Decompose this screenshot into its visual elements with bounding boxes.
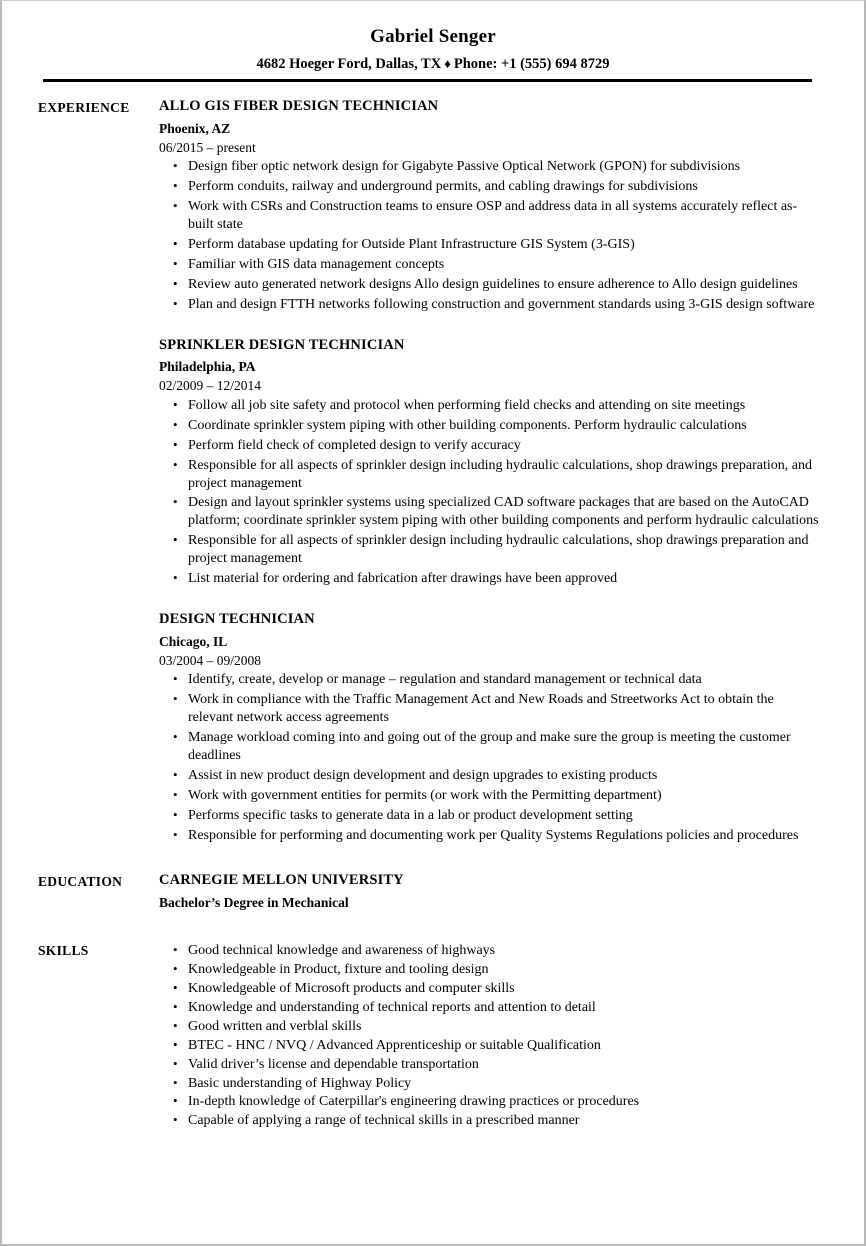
experience-entries: [159, 97, 864, 844]
job-bullet: • Design fiber optic network design for Gigabyte Passive Optical Network (GPON) for subdivisions: [159, 158, 819, 176]
job-dates: 02/2009 – 12/2014: [159, 378, 262, 394]
education-degree: Bachelor’s Degree in Mechanical: [159, 895, 349, 911]
education-section-label: EDUCATION: [38, 874, 123, 890]
job-bullet-list: [159, 671, 819, 844]
skill-bullet: • In-depth knowledge of Caterpillar's engineering drawing practices or procedures: [159, 1093, 819, 1111]
job-bullet: • Identify, create, develop or manage – regulation and standard management or technical data: [159, 671, 819, 689]
contact-address: 4682 Hoeger Ford, Dallas, TX: [256, 55, 442, 72]
job-bullet: • Assist in new product design development and design upgrades to existing products: [159, 767, 819, 785]
job-bullet: • Perform database updating for Outside Plant Infrastructure GIS System (3-GIS): [159, 236, 819, 254]
job-bullet: • Manage workload coming into and going out of the group and make sure the group is meeting the customer deadlines: [159, 729, 819, 765]
skill-bullet: • Basic understanding of Highway Policy: [159, 1075, 819, 1093]
skill-bullet: • Knowledge and understanding of technical reports and attention to detail: [159, 999, 819, 1017]
candidate-name: Gabriel Senger: [370, 26, 496, 47]
education-entries: [159, 871, 864, 912]
job-location: Phoenix, AZ: [159, 120, 231, 136]
job-title: SPRINKLER DESIGN TECHNICIAN: [159, 336, 405, 353]
job-bullet: • Work with government entities for permits (or work with the Permitting department): [159, 787, 819, 805]
skill-bullet: • Good written and verblal skills: [159, 1018, 819, 1036]
skill-bullet: • Capable of applying a range of technical skills in a prescribed manner: [159, 1112, 819, 1130]
job-bullet: • Responsible for all aspects of sprinkler design including hydraulic calculations, shop drawings preparation, and project management: [159, 457, 819, 493]
experience-section: [2, 97, 864, 844]
job-bullet: • Responsible for all aspects of sprinkler design including hydraulic calculations, shop drawings preparation and project management: [159, 532, 819, 568]
education-section: [2, 871, 864, 912]
resume-sheet: [2, 1, 864, 1243]
job-bullet: • Work with CSRs and Construction teams to ensure OSP and address data in all systems accurately reflect as-built state: [159, 198, 819, 234]
contact-phone: Phone: +1 (555) 694 8729: [453, 55, 610, 72]
skill-bullet: • Knowledgeable in Product, fixture and tooling design: [159, 961, 819, 979]
job-title: ALLO GIS FIBER DESIGN TECHNICIAN: [159, 98, 439, 114]
contact-line: [2, 48, 864, 73]
job-entry: [159, 610, 819, 844]
job-dates: 06/2015 – present: [159, 139, 256, 155]
job-location: Chicago, IL: [159, 633, 228, 649]
job-bullet: • Perform field check of completed design to verify accuracy: [159, 437, 819, 455]
job-bullet: • Familiar with GIS data management concepts: [159, 256, 819, 274]
job-bullet-list: [159, 158, 819, 313]
job-bullet: • Plan and design FTTH networks following construction and government standards using 3-GIS design software: [159, 296, 819, 314]
job-bullet: • Follow all job site safety and protocol when performing field checks and attending on site meetings: [159, 397, 819, 415]
skills-bullet-list: [159, 942, 819, 1130]
job-bullet: • Perform conduits, railway and underground permits, and cabling drawings for subdivisions: [159, 178, 819, 196]
skill-bullet: • BTEC - HNC / NVQ / Advanced Apprenticeship or suitable Qualification: [159, 1037, 819, 1055]
skill-bullet: • Good technical knowledge and awareness of highways: [159, 942, 819, 960]
job-bullet: • Performs specific tasks to generate data in a lab or product development setting: [159, 807, 819, 825]
job-bullet: • Coordinate sprinkler system piping with other building components. Perform hydraulic calculations: [159, 417, 819, 435]
job-bullet: • Design and layout sprinkler systems using specialized CAD software packages that are based on the AutoCAD platform; coordinate sprinkler system piping with other building components and perform hydraulic calculations: [159, 494, 819, 530]
header-divider: [43, 79, 812, 82]
skill-bullet: • Knowledgeable of Microsoft products and computer skills: [159, 980, 819, 998]
skills-section: [2, 940, 864, 1130]
resume-body: [2, 97, 864, 1130]
job-title: DESIGN TECHNICIAN: [159, 610, 315, 627]
job-bullet: • List material for ordering and fabrication after drawings have been approved: [159, 570, 819, 588]
job-location: Philadelphia, PA: [159, 359, 256, 375]
job-entry: [159, 336, 819, 588]
experience-section-label: EXPERIENCE: [38, 100, 130, 115]
skills-entries: [159, 940, 864, 1130]
skills-section-label: SKILLS: [38, 943, 89, 959]
skill-bullet: • Valid driver’s license and dependable transportation: [159, 1056, 819, 1074]
job-bullet: • Responsible for performing and documenting work per Quality Systems Regulations policies and procedures: [159, 827, 819, 845]
job-bullet-list: [159, 397, 819, 588]
diamond-separator-icon: ♦: [444, 55, 451, 71]
job-entry: [159, 97, 819, 314]
job-dates: 03/2004 – 09/2008: [159, 652, 262, 668]
job-bullet: • Work in compliance with the Traffic Management Act and New Roads and Streetworks Act to obtain the relevant network access agreements: [159, 691, 819, 727]
education-school: CARNEGIE MELLON UNIVERSITY: [159, 872, 404, 889]
job-bullet: • Review auto generated network designs Allo design guidelines to ensure adherence to Allo design guidelines: [159, 276, 819, 294]
